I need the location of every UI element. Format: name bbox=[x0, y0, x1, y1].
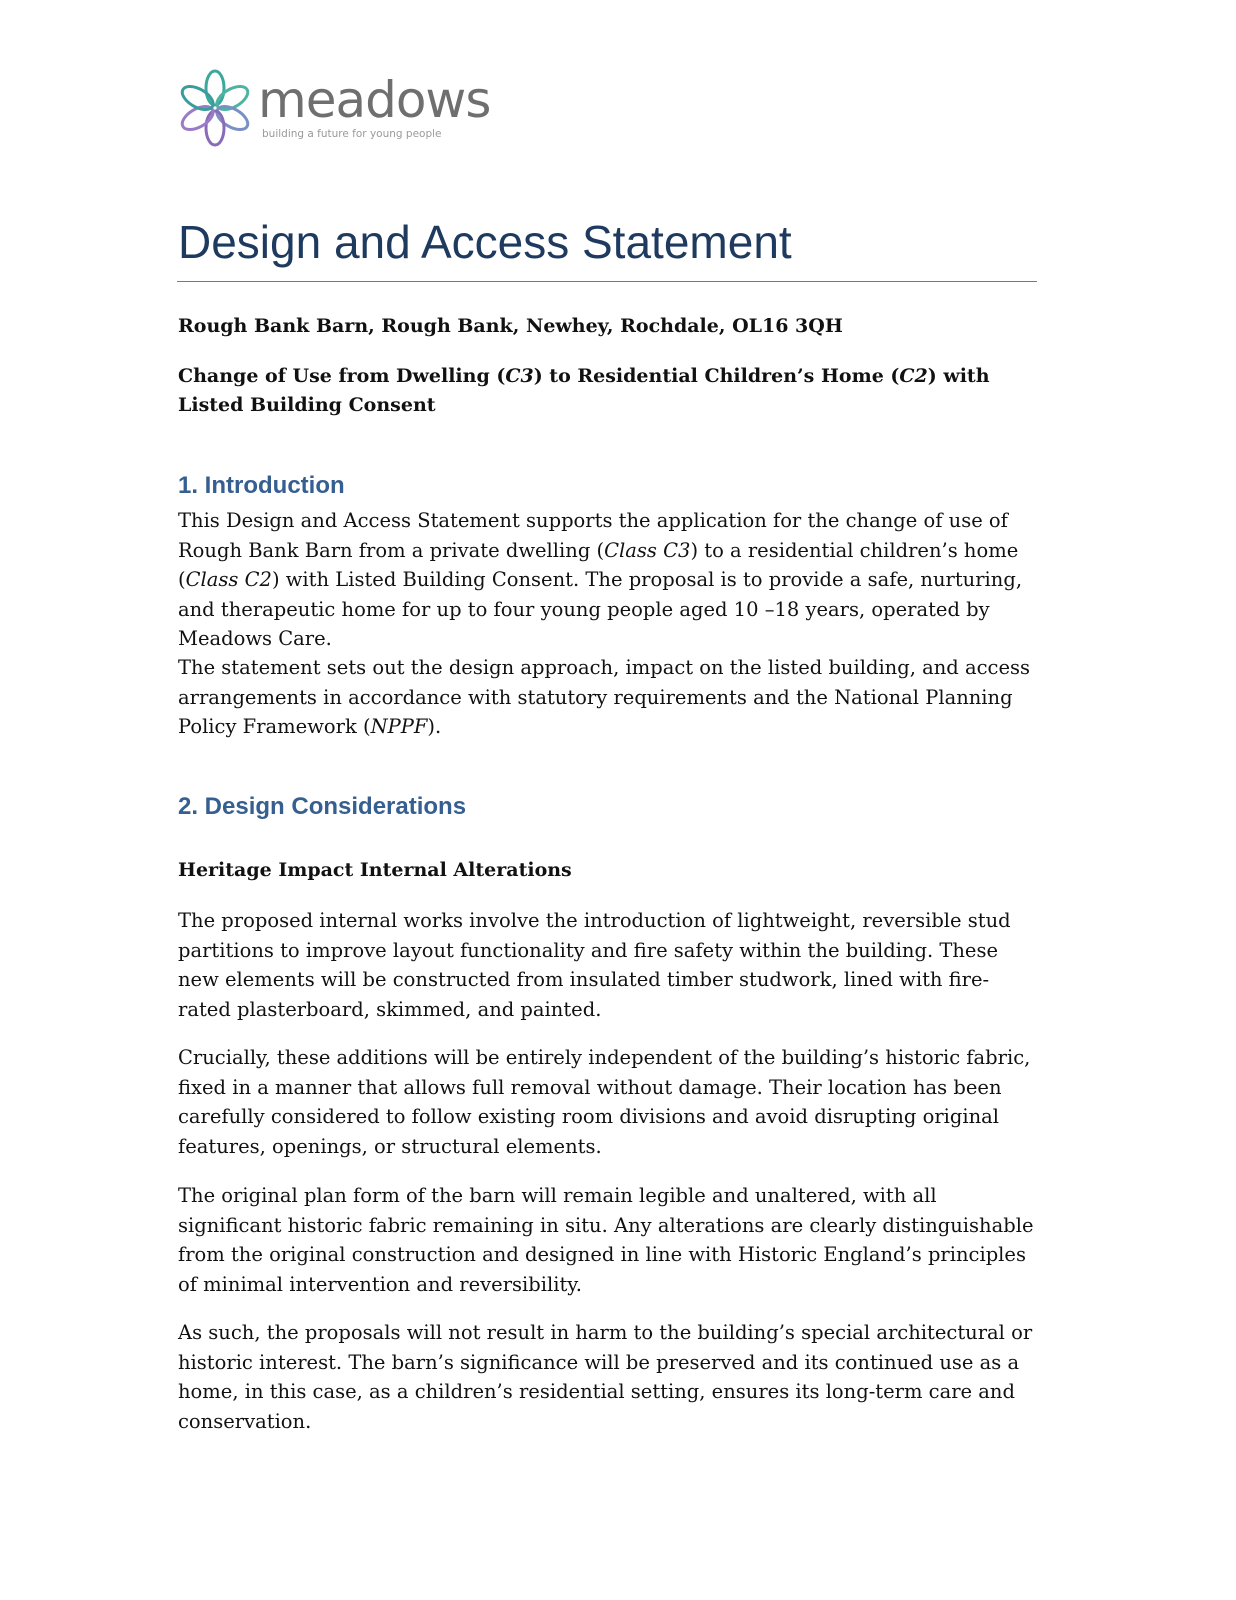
proposal-text-1: Change of Use from Dwelling ( bbox=[178, 365, 506, 387]
design-paragraph-3: The original plan form of the barn will remain legible and unaltered, with all significant historic fabric remaining in situ. Any alterations are clearly distinguishable from the original construction and designed in line with Historic England’s principles of minimal intervention and reversibility. bbox=[178, 1184, 1034, 1296]
intro-p1-class-c3: Class C3 bbox=[604, 538, 691, 562]
design-paragraph-2: Crucially, these additions will be entirely independent of the building’s historic fabric, fixed in a manner that allows full removal without damage. Their location has been carefully considered to follow existing room divisions and avoid disrupting original features, openings, or structural elements. bbox=[178, 1046, 1031, 1158]
site-address: Rough Bank Barn, Rough Bank, Newhey, Rochdale, OL16 3QH bbox=[178, 315, 843, 337]
section-design-considerations-heading: 2. Design Considerations bbox=[178, 793, 467, 820]
introduction-paragraph-2 bbox=[178, 653, 1038, 742]
meadows-logo bbox=[180, 68, 491, 150]
intro-p1-text-a: This Design and Access Statement supports the application for the change of use of Rough Bank Barn from a private dwelling ( bbox=[178, 509, 1008, 562]
proposal-class-c2: C2 bbox=[899, 365, 928, 387]
design-paragraph-1: The proposed internal works involve the introduction of lightweight, reversible stud partitions to improve layout functionality and fire safety within the building. These new elements will be constructed from insulated timber studwork, lined with fire-rated plasterboard, skimmed, and painted. bbox=[178, 909, 1011, 1021]
logo-wordmark: meadows bbox=[258, 71, 491, 129]
section-introduction-heading: 1. Introduction bbox=[178, 472, 345, 499]
intro-p1-class-c2: Class C2 bbox=[185, 568, 272, 591]
intro-p2-text-a: The statement sets out the design approach, impact on the listed building, and access arrangements in accordance with statutory requirements and the National Planning Policy Framework ( bbox=[178, 656, 1031, 738]
intro-p1-text-c: ) with Listed Building Consent. The proposal is to provide a safe, nurturing, and therapeutic home for up to four young people aged 10 –18 years, operated by Meadows Care. bbox=[178, 568, 1023, 650]
intro-p1-text-b: ) to a residential children’s home ( bbox=[178, 538, 1019, 591]
page-title: Design and Access Statement bbox=[178, 216, 792, 268]
proposal-text-3: ) with Listed Building Consent bbox=[178, 365, 990, 416]
introduction-paragraph-1 bbox=[178, 506, 1038, 654]
proposal-summary bbox=[178, 362, 1038, 420]
title-divider bbox=[177, 281, 1037, 282]
intro-p2-text-b: ). bbox=[427, 715, 442, 738]
intro-p2-nppf: NPPF bbox=[370, 715, 428, 738]
design-paragraph-4: As such, the proposals will not result in harm to the building’s special architectural or historic interest. The barn’s significance will be preserved and its continued use as a home, in this case, as a children’s residential setting, ensures its long-term care and conservation. bbox=[178, 1321, 1033, 1433]
logo-tagline: building a future for young people bbox=[262, 128, 442, 140]
flower-logo-icon bbox=[180, 68, 250, 148]
proposal-class-c3: C3 bbox=[505, 365, 534, 387]
proposal-text-2: ) to Residential Children’s Home ( bbox=[533, 365, 900, 387]
heritage-impact-subheading: Heritage Impact Internal Alterations bbox=[178, 859, 572, 881]
